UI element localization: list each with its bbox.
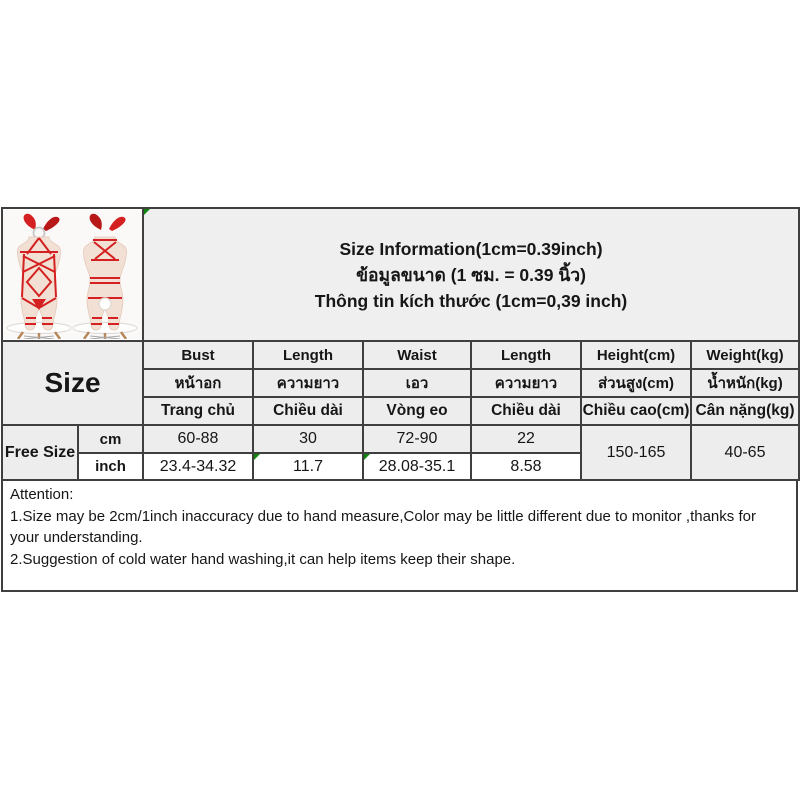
product-photo-cell (2, 208, 143, 341)
header-bust-en: Bust (143, 341, 253, 369)
value-length2-cm: 22 (471, 425, 581, 453)
value-length-inch: 11.7 (253, 453, 363, 480)
attention-line-2: 2.Suggestion of cold water hand washing,it can help items keep their shape. (10, 550, 516, 568)
header-weight-en: Weight(kg) (691, 341, 799, 369)
header-weight-vi: Cân nặng(kg) (691, 397, 799, 425)
attention-line-1: 1.Size may be 2cm/1inch inaccuracy due to hand measure,Color may be little different due to monitor ,thanks for your understanding. (10, 507, 756, 546)
header-weight-th: น้ำหนัก(kg) (691, 369, 799, 397)
header-length-vi: Chiều dài (253, 397, 363, 425)
value-length2-inch: 8.58 (471, 453, 581, 480)
size-chart-sheet (1, 207, 798, 592)
header-length2-en: Length (471, 341, 581, 369)
header-height-vi: Chiều cao(cm) (581, 397, 691, 425)
header-waist-vi: Vòng eo (363, 397, 471, 425)
attention-heading: Attention: (10, 486, 74, 503)
title-cell (143, 208, 799, 341)
title-vi: Thông tin kích thước (1cm=0,39 inch) (314, 290, 628, 311)
size-table (1, 207, 800, 481)
header-bust-th: หน้าอก (143, 369, 253, 397)
header-length-en: Length (253, 341, 363, 369)
header-height-en: Height(cm) (581, 341, 691, 369)
header-length2-th: ความยาว (471, 369, 581, 397)
value-length-cm: 30 (253, 425, 363, 453)
value-bust-cm: 60-88 (143, 425, 253, 453)
unit-label-inch: inch (78, 453, 143, 480)
header-length2-vi: Chiều dài (471, 397, 581, 425)
title-th: ข้อมูลขนาด (1 ซม. = 0.39 นิ้ว) (356, 264, 586, 285)
value-bust-inch: 23.4-34.32 (143, 453, 253, 480)
header-waist-en: Waist (363, 341, 471, 369)
header-bust-vi: Trang chủ (143, 397, 253, 425)
title-en: Size Information(1cm=0.39inch) (339, 238, 603, 259)
header-waist-th: เอว (363, 369, 471, 397)
row-label-free-size: Free Size (2, 425, 78, 480)
value-waist-cm: 72-90 (363, 425, 471, 453)
attention-note (1, 479, 798, 592)
size-corner-label: Size (2, 341, 143, 425)
unit-label-cm: cm (78, 425, 143, 453)
header-height-th: ส่วนสูง(cm) (581, 369, 691, 397)
value-height-range: 150-165 (581, 425, 691, 480)
header-length-th: ความยาว (253, 369, 363, 397)
product-photo-bunny-lingerie-mannequins (3, 210, 142, 339)
value-weight-range: 40-65 (691, 425, 799, 480)
value-waist-inch: 28.08-35.1 (363, 453, 471, 480)
